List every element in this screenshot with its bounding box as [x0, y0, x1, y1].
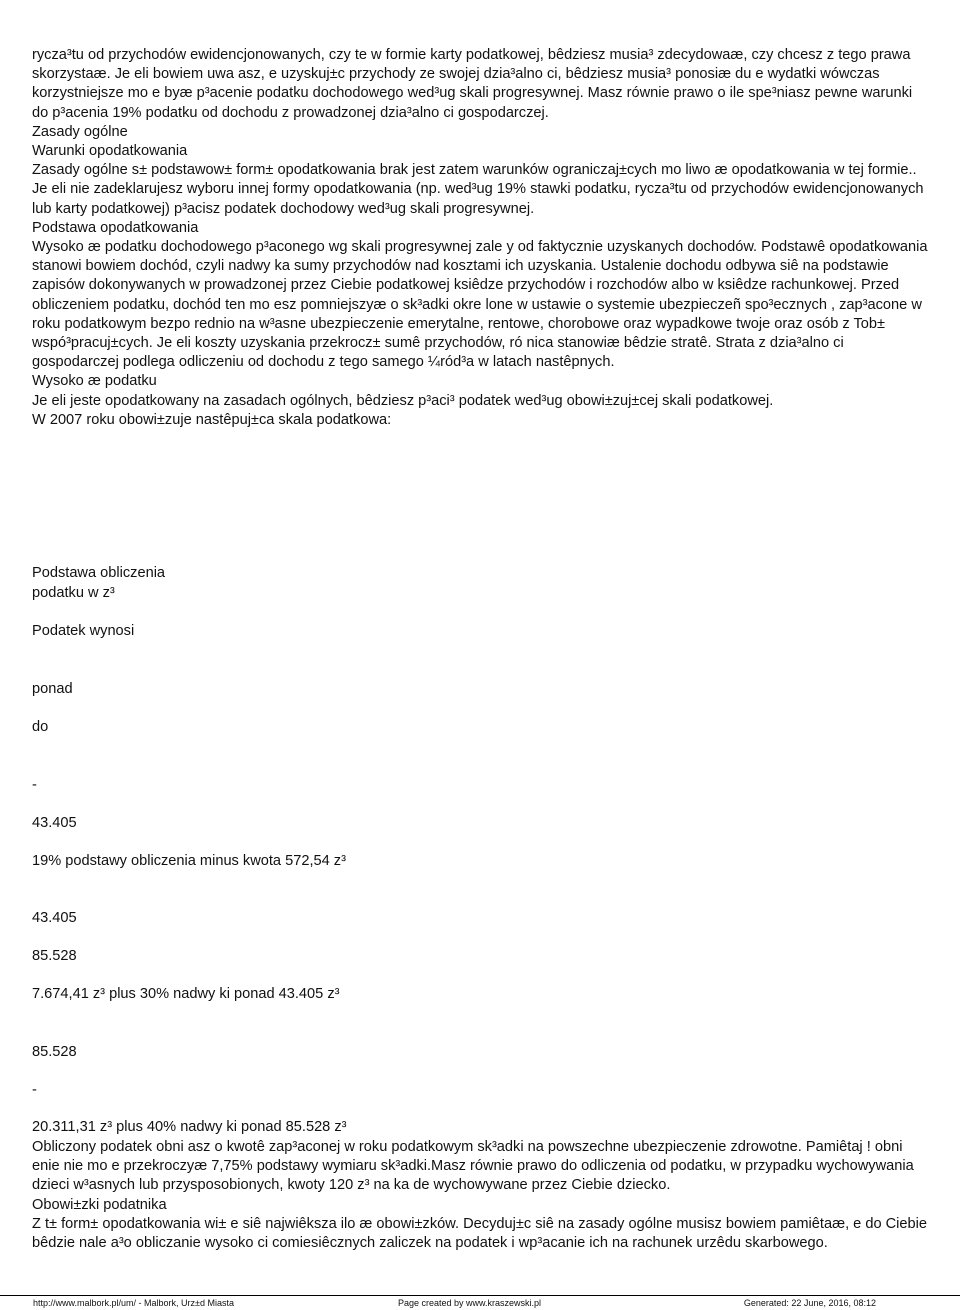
heading-podstawa-opodatkowania: Podstawa opodatkowania — [32, 219, 199, 236]
table-col-over: ponad — [32, 681, 73, 697]
heading-obowiazki-podatnika: Obowi±zki podatnika — [32, 1196, 167, 1213]
paragraph-wysokosc: Je eli jeste opodatkowany na zasadach ogólnych, bêdziesz p³aci³ podatek wed³ug obowi±zuj±cej skali podatkowej. — [32, 392, 774, 409]
table-row1-to: 43.405 — [32, 815, 77, 831]
footer-created-by: Page created by www.kraszewski.pl — [398, 1298, 542, 1308]
table-row3-from: 85.528 — [32, 1044, 77, 1060]
table-row2-tax: 7.674,41 z³ plus 30% nadwy ki ponad 43.405 z³ — [32, 986, 340, 1002]
paragraph-skala-intro: W 2007 roku obowi±zuje nastêpuj±ca skala podatkowa: — [32, 411, 392, 428]
body-text-bottom — [32, 1138, 932, 1253]
table-row3-to: - — [32, 1082, 37, 1098]
heading-zasady-ogolne: Zasady ogólne — [32, 123, 128, 140]
body-text-top — [32, 46, 932, 430]
paragraph-podstawa: Wysoko æ podatku dochodowego p³aconego wg skali progresywnej zale y od faktycznie uzyskanych dochodów. Podstawê opodatkowania stanowi bowiem dochód, czyli nadwy ka sumy przychodów nad kosztami ich uzyskania. Ustalenie dochodu odbywa siê na podstawie zapisów dokonywanych w prowadzonej przez Ciebie podatkowej ksiêdze przychodów i rozchodów albo w ksiêdze rachunkowej. Przed obliczeniem podatku, dochód ten mo esz pomniejszyæ o sk³adki okre lone w ustawie o systemie ubezpieczeñ spo³ecznych , zap³acone w roku podatkowym bezpo rednio na w³asne ubezpieczenie emerytalne, rentowe, chorobowe oraz wypadkowe twoje oraz osób z Tob± wspó³pracuj±cych. Je eli koszty uzyskania przekrocz± sumê przychodów, ró nica stanowiæ bêdzie stratê. Strata z dzia³alno ci gospodarczej podlega odliczeniu od dochodu z tego samego ¼ród³a w latach nastêpnych. — [32, 239, 928, 371]
footer-generated-date: Generated: 22 June, 2016, 08:12 — [743, 1298, 876, 1308]
paragraph-warunki: Zasady ogólne s± podstawow± form± opodatkowania brak jest zatem warunków ograniczaj±cych mo liwo æ opodatkowania w tej formie.. Je eli nie zadeklarujesz wyboru innej formy opodatkowania (np. wed³ug 19% stawki podatku, rycza³tu od przychodów ewidencjonowanych lub karty podatkowej) p³acisz podatek dochodowy wed³ug skali progresywnej. — [32, 162, 924, 217]
table-row3-tax: 20.311,31 z³ plus 40% nadwy ki ponad 85.528 z³ — [32, 1119, 347, 1135]
heading-warunki-opodatkowania: Warunki opodatkowania — [32, 143, 188, 160]
table-header-basis-unit: podatku w z³ — [32, 585, 115, 601]
table-col-to: do — [32, 719, 49, 735]
footer-source-link[interactable]: http://www.malbork.pl/um/ - Malbork, Urz±d Miasta — [33, 1298, 234, 1308]
table-header-tax: Podatek wynosi — [32, 623, 135, 639]
table-row2-to: 85.528 — [32, 948, 77, 964]
paragraph-intro: rycza³tu od przychodów ewidencjonowanych, czy te w formie karty podatkowej, bêdziesz musia³ zdecydowaæ, czy chcesz z tego prawa skorzystaæ. Je eli bowiem uwa asz, e uzyskuj±c przychody ze swojej dzia³alno ci, bêdziesz musia³ ponosiæ du e wydatki wówczas korzystniejsze mo e byæ p³acenie podatku dochodowego wed³ug skali progresywnej. Masz równie prawo o ile spe³niasz pewne warunki do p³acenia 19% podatku od dochodu z prowadzonej dzia³alno ci gospodarczej. — [32, 47, 913, 121]
heading-wysokosc-podatku: Wysoko æ podatku — [32, 373, 157, 390]
table-header-basis: Podstawa obliczenia — [32, 565, 166, 581]
paragraph-obnizenie: Obliczony podatek obni asz o kwotê zap³aconej w roku podatkowym sk³adki na powszechne ubezpieczenie zdrowotne. Pamiêtaj ! obni enie nie mo e przekroczyæ 7,75% podstawy wymiaru sk³adki.Masz równie prawo do odliczenia od podatku, w przypadku wychowywania dzieci w³asnych lub przysposobionych, kwoty 120 z³ na ka de wychowywane przez Ciebie dziecko. — [32, 1139, 914, 1194]
paragraph-obowiazki: Z t± form± opodatkowania wi± e siê najwiêksza ilo æ obowi±zków. Decyduj±c siê na zasady ogólne musisz bowiem pamiêtaæ, e do Ciebie bêdzie nale a³o obliczanie wysoko ci comiesiêcznych zaliczek na podatek i wp³acanie ich na rachunek urzêdu skarbowego. — [32, 1215, 928, 1252]
page-footer — [0, 1295, 960, 1309]
table-row1-tax: 19% podstawy obliczenia minus kwota 572,54 z³ — [32, 853, 346, 869]
table-row2-from: 43.405 — [32, 910, 77, 926]
table-row1-from: - — [32, 777, 37, 793]
